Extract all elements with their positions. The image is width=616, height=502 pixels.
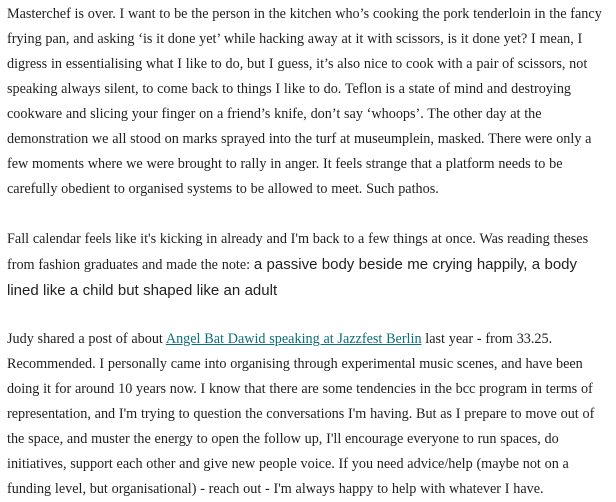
paragraph-judy-text-start: Judy shared a post of about [7,331,166,347]
angel-bat-dawid-link[interactable]: Angel Bat Dawid speaking at Jazzfest Berlin [165,331,422,347]
document-body [7,2,609,502]
thesis-quote: a passive body beside me crying happily, a body lined like a child but shaped like an adult [7,256,578,299]
paragraph-masterchef [7,2,609,202]
paragraph-fall-calendar-text: Fall calendar feels like it's kicking in already and I'm back to a few things at once. Was reading theses from fashion graduates and made the note: [7,231,589,273]
paragraph-judy-text-end: last year - from 33.25. Recommended. I personally came into organising through experimental music scenes, and have been doing it for around 10 years now. I know that there are some tendencies in the bcc program in terms of representation, and I'm trying to question the conversations I'm having. But as I prepare to move out of the space, and muster the energy to open the follow up, I'll encourage everyone to run spaces, do initiatives, support each other and give new people voice. If you need advice/help (maybe not on a funding level, but organisational) - reach out - I'm always happy to help with whatever I have. [7,331,595,497]
paragraph-masterchef-text: Masterchef is over. I want to be the person in the kitchen who’s cooking the pork tenderloin in the fancy frying pan, and asking ‘is it done yet’ while hacking away at it with scissors, is it done yet? I mean, I digress in essentialising what I like to do, but I guess, it’s also nice to cook with a pair of scissors, not speaking always silent, to come back to things I like to do. Teflon is a state of mind and destroying cookware and slicing your finger on a friend’s knife, don’t say ‘whoops’. The other day at the demonstration we all stood on marks sprayed into the turf at museumplein, masked. There were only a few moments where we were brought to rally in anger. It feels strange that a platform needs to be carefully obedient to organised systems to be allowed to meet. Such pathos. [7,6,602,197]
paragraph-fall-calendar [7,227,609,304]
paragraph-judy [7,327,609,502]
